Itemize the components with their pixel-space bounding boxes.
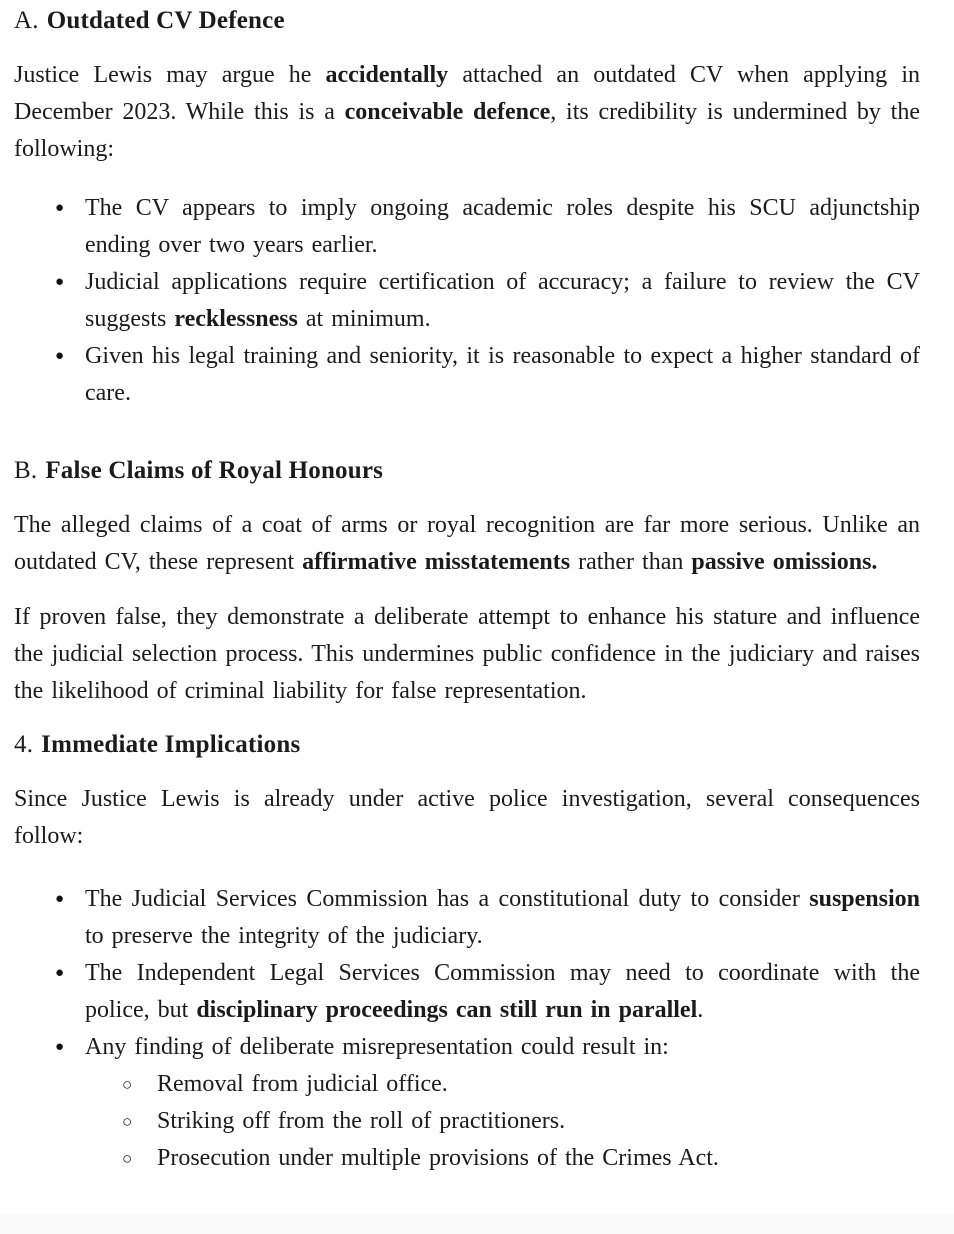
text-run: The Judicial Services Commission has a constitutional duty to consider (85, 886, 810, 912)
text-run: Given his legal training and seniority, it is reasonable to expect a higher standard of care. (85, 343, 920, 406)
bullet-list-cv (14, 190, 920, 412)
paragraph-royal-honours (14, 507, 920, 581)
heading-prefix: A. (14, 7, 39, 34)
bullet-icon: ● (55, 200, 65, 216)
text-run: attached an outdated CV when applying in December 2023. While this is a (14, 62, 920, 125)
text-run: The alleged claims of a coat of arms or royal recognition are far more serious. Unlike an outdated CV, these represent (14, 512, 920, 575)
heading-title: Immediate Implications (41, 731, 301, 758)
text-run-bold: disciplinary proceedings can still run in parallel (196, 997, 698, 1023)
sub-bullet-icon: ○ (122, 1112, 133, 1131)
text-run: Justice Lewis may argue he (14, 62, 326, 88)
list-item-text (85, 264, 920, 338)
sub-list-item (14, 1103, 920, 1140)
list-item (14, 881, 920, 955)
sub-bullet-icon: ○ (122, 1149, 133, 1168)
heading-title: Outdated CV Defence (46, 7, 285, 34)
page-bottom-strip (0, 1214, 954, 1234)
text-run: Striking off from the roll of practitioners. (157, 1108, 566, 1134)
list-item (14, 190, 920, 264)
list-item-text (85, 190, 920, 264)
text-run-bold: passive omissions. (691, 549, 878, 575)
list-item-text (85, 338, 920, 412)
section-heading-4 (14, 726, 920, 763)
sub-list-item-text (157, 1103, 920, 1140)
text-run: The CV appears to imply ongoing academic roles despite his SCU adjunctship ending over two years earlier. (85, 195, 920, 258)
text-run: If proven false, they demonstrate a deliberate attempt to enhance his stature and influence the judicial selection process. This undermines public confidence in the judiciary and raises the likelihood of criminal liability for false representation. (14, 604, 920, 704)
text-run-bold: suspension (809, 886, 920, 912)
text-run-bold: accidentally (325, 62, 449, 88)
bullet-icon: ● (55, 965, 65, 981)
sub-list-item-text (157, 1066, 920, 1103)
heading-prefix: 4. (14, 731, 34, 758)
text-run: rather than (570, 549, 692, 575)
paragraph-outdated-cv (14, 57, 920, 168)
heading-title: False Claims of Royal Honours (45, 457, 384, 484)
bullet-icon: ● (55, 274, 65, 290)
text-run: The Independent Legal Services Commission may need to coordinate with the police, but (85, 960, 920, 1023)
text-run: . (697, 997, 704, 1023)
paragraph-if-proven-false (14, 599, 920, 710)
list-item (14, 1029, 920, 1066)
text-run: Judicial applications require certification of accuracy; a failure to review the CV suggests (85, 269, 920, 332)
sub-bullet-icon: ○ (122, 1075, 133, 1094)
list-item-text (85, 955, 920, 1029)
text-run: Any finding of deliberate misrepresentation could result in: (85, 1034, 669, 1060)
sub-list-item (14, 1140, 920, 1177)
bullet-list-implications (14, 881, 920, 1177)
text-run: Prosecution under multiple provisions of the Crimes Act. (157, 1145, 719, 1171)
text-run-bold: recklessness (174, 306, 298, 332)
section-heading-a (14, 2, 920, 39)
bullet-icon: ● (55, 891, 65, 907)
list-item (14, 264, 920, 338)
section-heading-b (14, 452, 920, 489)
sub-list-item (14, 1066, 920, 1103)
bullet-icon: ● (55, 348, 65, 364)
list-item-text (85, 881, 920, 955)
text-run: at minimum. (297, 306, 431, 332)
list-item (14, 338, 920, 412)
list-item-text (85, 1029, 920, 1066)
text-run: , its credibility is undermined by the following: (14, 99, 920, 162)
list-item (14, 955, 920, 1029)
heading-prefix: B. (14, 457, 38, 484)
text-run: Since Justice Lewis is already under active police investigation, several consequences follow: (14, 786, 920, 849)
text-run: to preserve the integrity of the judiciary. (85, 923, 483, 949)
paragraph-implications-intro (14, 781, 920, 855)
text-run-bold: conceivable defence (344, 99, 551, 125)
bullet-icon: ● (55, 1039, 65, 1055)
text-run-bold: affirmative misstatements (302, 549, 571, 575)
text-run: Removal from judicial office. (157, 1071, 448, 1097)
sub-list-item-text (157, 1140, 920, 1177)
